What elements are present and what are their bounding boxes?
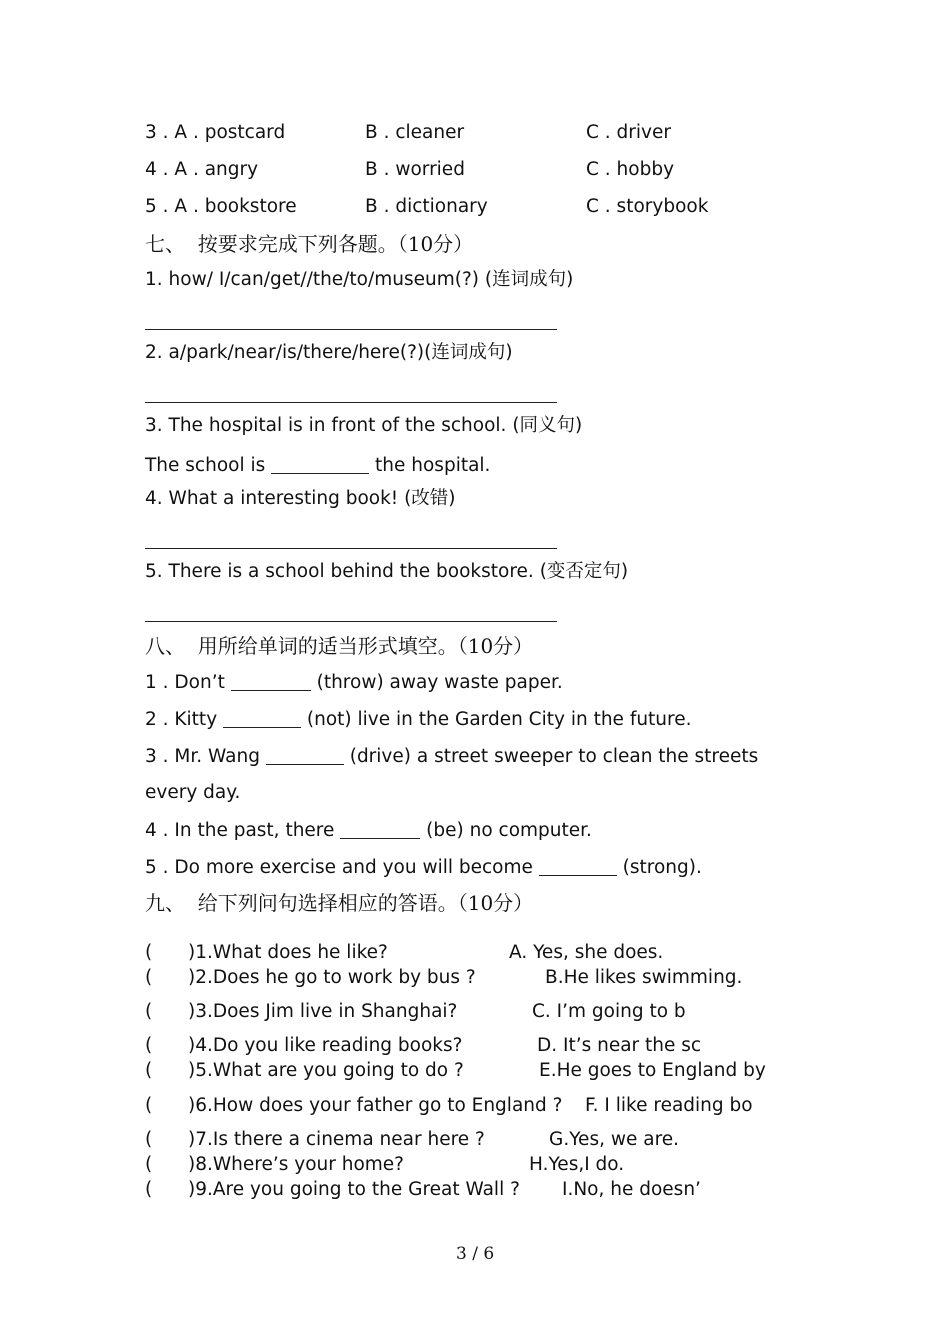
text: the hospital. bbox=[369, 455, 491, 476]
answer-paren[interactable]: ( bbox=[145, 1179, 153, 1200]
matching-question: )3.Does Jim live in Shanghai? bbox=[188, 1001, 458, 1022]
matching-question: )8.Where’s your home? bbox=[188, 1154, 404, 1175]
matching-question: )9.Are you going to the Great Wall ? bbox=[188, 1179, 520, 1200]
section7-question-3: 3. The hospital is in front of the school. (同义句) bbox=[145, 415, 583, 436]
fill-blank[interactable] bbox=[539, 857, 617, 876]
section8-question-5 bbox=[145, 857, 702, 878]
matching-question: )1.What does he like? bbox=[188, 942, 388, 963]
text: (not) live in the Garden City in the future. bbox=[301, 709, 692, 730]
answer-paren[interactable]: ( bbox=[145, 942, 153, 963]
fill-blank[interactable] bbox=[231, 672, 311, 691]
answer-paren[interactable]: ( bbox=[145, 1060, 153, 1081]
matching-answer: C. I’m going to b bbox=[532, 1001, 686, 1022]
matching-answer: B.He likes swimming. bbox=[545, 967, 743, 988]
section7-heading: 七、 按要求完成下列各题。（10分） bbox=[145, 232, 474, 256]
text: 5 . Do more exercise and you will become bbox=[145, 857, 539, 878]
section8-heading: 八、 用所给单词的适当形式填空。（10分） bbox=[145, 634, 534, 658]
matching-question: )5.What are you going to do ? bbox=[188, 1060, 464, 1081]
choice-a: 3 . A . postcard bbox=[145, 122, 286, 143]
text: (throw) away waste paper. bbox=[310, 672, 563, 693]
matching-question: )2.Does he go to work by bus ? bbox=[188, 967, 476, 988]
text: 2 . Kitty bbox=[145, 709, 224, 730]
text: (strong). bbox=[616, 857, 702, 878]
choice-c: C . driver bbox=[586, 122, 671, 143]
text: 4 . In the past, there bbox=[145, 820, 341, 841]
text: (drive) a street sweeper to clean the streets bbox=[343, 746, 759, 767]
matching-answer: G.Yes, we are. bbox=[549, 1129, 680, 1150]
choice-b: B . worried bbox=[365, 159, 465, 180]
section8-question-2 bbox=[145, 709, 692, 730]
fill-blank[interactable] bbox=[271, 455, 369, 474]
section8-question-1 bbox=[145, 672, 563, 693]
matching-question: )7.Is there a cinema near here ? bbox=[188, 1129, 485, 1150]
matching-answer: A. Yes, she does. bbox=[509, 942, 664, 963]
text: 1 . Don’t bbox=[145, 672, 231, 693]
section7-question-2: 2. a/park/near/is/there/here(?)(连词成句) bbox=[145, 342, 513, 363]
matching-answer: E.He goes to England by bbox=[539, 1060, 766, 1081]
answer-paren[interactable]: ( bbox=[145, 1129, 153, 1150]
answer-paren[interactable]: ( bbox=[145, 1035, 153, 1056]
section8-question-3 bbox=[145, 746, 758, 767]
answer-line[interactable] bbox=[145, 329, 557, 330]
answer-line[interactable] bbox=[145, 402, 557, 403]
choice-a: 4 . A . angry bbox=[145, 159, 259, 180]
answer-line[interactable] bbox=[145, 548, 557, 549]
choice-b: B . dictionary bbox=[365, 196, 488, 217]
page-number: 3 / 6 bbox=[456, 1244, 495, 1264]
fill-blank[interactable] bbox=[340, 820, 420, 839]
choice-b: B . cleaner bbox=[365, 122, 465, 143]
answer-line[interactable] bbox=[145, 621, 557, 622]
matching-answer: H.Yes,I do. bbox=[529, 1154, 625, 1175]
answer-paren[interactable]: ( bbox=[145, 1154, 153, 1175]
matching-answer: F. I like reading bo bbox=[585, 1095, 753, 1116]
fill-blank[interactable] bbox=[266, 746, 344, 765]
choice-c: C . storybook bbox=[586, 196, 709, 217]
answer-paren[interactable]: ( bbox=[145, 1001, 153, 1022]
choice-c: C . hobby bbox=[586, 159, 675, 180]
matching-answer: D. It’s near the sc bbox=[537, 1035, 702, 1056]
matching-answer: I.No, he doesn’ bbox=[562, 1179, 701, 1200]
answer-paren[interactable]: ( bbox=[145, 1095, 153, 1116]
matching-question: )4.Do you like reading books? bbox=[188, 1035, 463, 1056]
text: (be) no computer. bbox=[420, 820, 592, 841]
section8-question-4 bbox=[145, 820, 592, 841]
section7-question-4: 4. What a interesting book! (改错) bbox=[145, 488, 456, 509]
section7-question-1: 1. how/ I/can/get//the/to/museum(?) (连词成句) bbox=[145, 269, 574, 290]
matching-question: )6.How does your father go to England ? bbox=[188, 1095, 563, 1116]
section7-question-3-fill bbox=[145, 455, 490, 476]
choice-a: 5 . A . bookstore bbox=[145, 196, 297, 217]
section9-heading: 九、 给下列问句选择相应的答语。（10分） bbox=[145, 891, 534, 915]
fill-blank[interactable] bbox=[223, 709, 301, 728]
section7-question-5: 5. There is a school behind the bookstore. (变否定句) bbox=[145, 561, 629, 582]
text: 3 . Mr. Wang bbox=[145, 746, 266, 767]
answer-paren[interactable]: ( bbox=[145, 967, 153, 988]
section8-question-3-continued: every day. bbox=[145, 782, 241, 803]
text: The school is bbox=[145, 455, 272, 476]
